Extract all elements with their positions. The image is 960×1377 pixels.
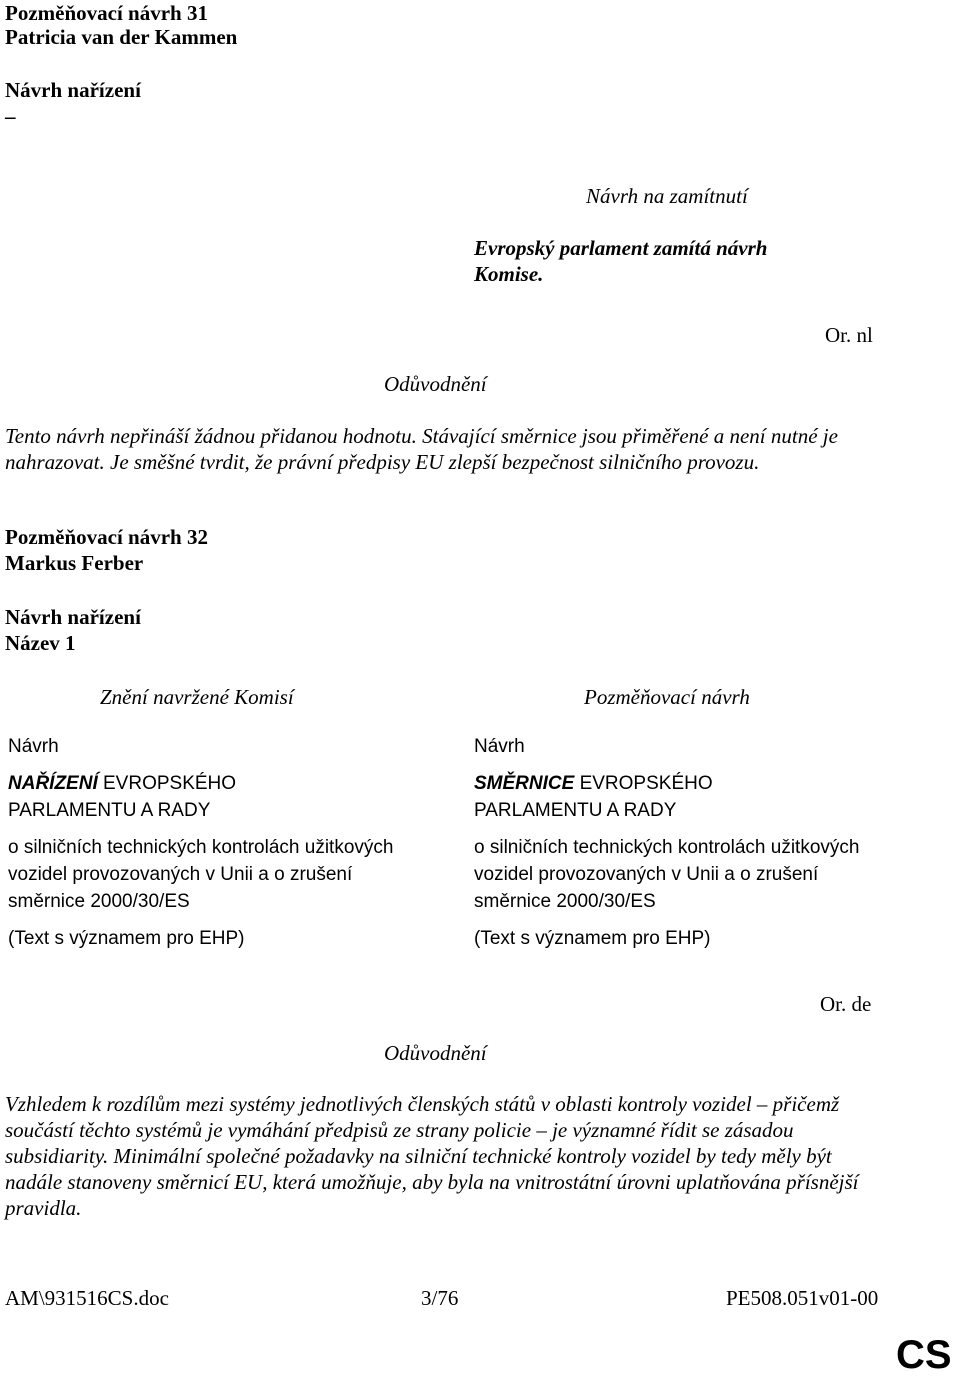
left-proposal-label: Návrh: [8, 736, 59, 757]
left-eea-note: (Text s významem pro EHP): [8, 928, 245, 949]
amendment-31-justification-text: Tento návrh nepřináší žádnou přidanou hodnotu. Stávající směrnice jsou přiměřené a není nutné je nahrazovat. Je směšné tvrdit, že právní předpisy EU zlepší bezpečnost silničního provozu.: [5, 424, 838, 474]
amendment-31-dash: –: [5, 104, 16, 128]
amendment-31-reference: Návrh nařízení: [5, 78, 141, 102]
amendment-31-proposal-label: Návrh na zamítnutí: [586, 184, 748, 208]
footer-reference: PE508.051v01-00: [726, 1286, 879, 1310]
amendment-31-title: Pozměňovací návrh 31: [5, 1, 208, 25]
left-title-rest: EVROPSKÉHO: [97, 773, 237, 794]
right-proposal-label: Návrh: [474, 736, 525, 757]
right-eea-note: (Text s významem pro EHP): [474, 928, 711, 949]
right-title-rest: EVROPSKÉHO: [574, 773, 713, 794]
footer-language-mark: CS: [896, 1333, 952, 1377]
right-title-emphasis: SMĚRNICE: [474, 773, 575, 794]
amendment-32-title: Pozměňovací návrh 32: [5, 525, 208, 549]
right-column: [474, 733, 914, 952]
amendment-32-subreference: Název 1: [5, 631, 76, 655]
amendment-31-justification-heading: Odůvodnění: [384, 372, 487, 396]
amendment-32-justification-text: Vzhledem k rozdílům mezi systémy jednotlivých členských států v oblasti kontroly vozidel – přičemž součástí těchto systémů je vymáhání předpisů ze strany policie – je významné řídit se zásadou subsidiarity. Minimální společné požadavky na silniční technické kontroly vozidel by tedy měly být nadále stanoveny směrnicí EU, která umožňuje, aby byla na vnitrostátní úrovni uplatňována přísnější pravidla.: [5, 1092, 859, 1220]
left-title-line-1: [8, 770, 448, 797]
right-title-line-1: [474, 770, 914, 797]
left-column: [8, 733, 448, 952]
column-header-commission-text: Znění navržené Komisí: [100, 685, 294, 709]
column-header-amendment: Pozměňovací návrh: [584, 685, 750, 709]
amendment-31-proposal-line-2: Komise.: [474, 262, 544, 286]
right-body: o silničních technických kontrolách užitkových vozidel provozovaných v Unii a o zrušení směrnice 2000/30/ES: [474, 837, 860, 912]
amendment-32-reference: Návrh nařízení: [5, 605, 141, 629]
left-title-emphasis: NAŘÍZENÍ: [8, 773, 98, 794]
left-body: o silničních technických kontrolách užitkových vozidel provozovaných v Unii a o zrušení směrnice 2000/30/ES: [8, 837, 394, 912]
right-title-line-2: PARLAMENTU A RADY: [474, 800, 677, 821]
amendment-31-original-language: Or. nl: [825, 323, 873, 347]
footer-document-id: AM\931516CS.doc: [5, 1286, 169, 1310]
amendment-32-author: Markus Ferber: [5, 551, 144, 575]
footer-page-number: 3/76: [421, 1286, 459, 1310]
amendment-32-original-language: Or. de: [820, 992, 872, 1016]
left-title-line-2: PARLAMENTU A RADY: [8, 800, 211, 821]
amendment-32-justification-heading: Odůvodnění: [384, 1041, 487, 1065]
amendment-31-proposal-line-1: Evropský parlament zamítá návrh: [474, 236, 768, 260]
amendment-31-author: Patricia van der Kammen: [5, 25, 238, 49]
